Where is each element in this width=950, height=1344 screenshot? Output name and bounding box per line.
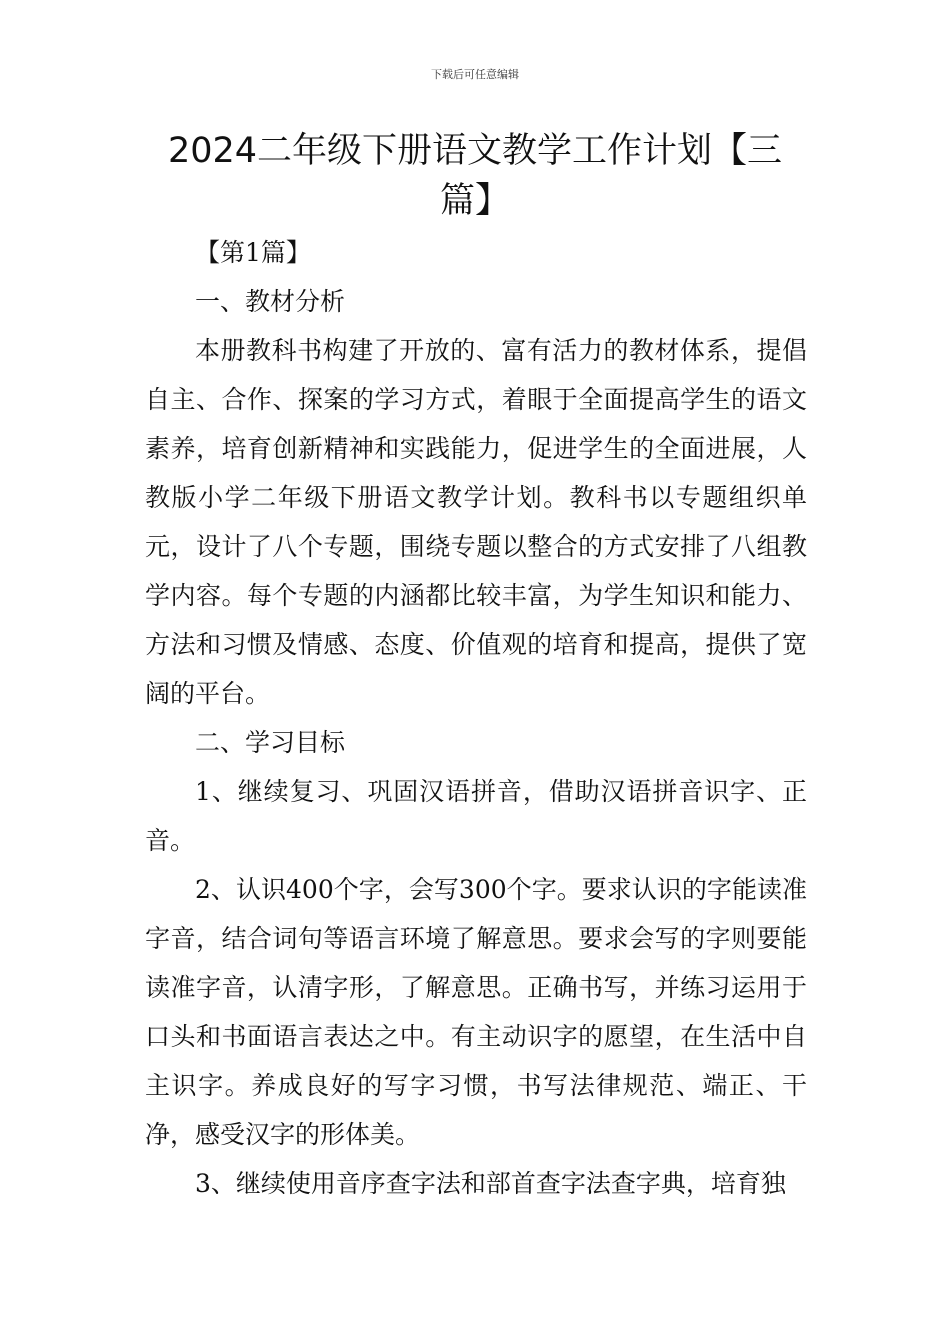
paragraph-textbook-analysis: 本册教科书构建了开放的、富有活力的教材体系，提倡自主、合作、探案的学习方式，着眼于全面提高学生的语文素养，培育创新精神和实践能力，促进学生的全面进展，人教版小学二年级下册语文教学计划。教科书以专题组织单元，设计了八个专题，围绕专题以整合的方式安排了八组教学内容。每个专题的内涵都比较丰富，为学生知识和能力、方法和习惯及情感、态度、价值观的培育和提高，提供了宽阔的平台。 <box>145 336 807 708</box>
goal-item-1: 1、继续复习、巩固汉语拼音，借助汉语拼音识字、正音。 <box>145 777 807 855</box>
goal-item-2: 2、认识400个字，会写300个字。要求认识的字能读准字音，结合词句等语言环境了解意思。要求会写的字则要能读准字音，认清字形，了解意思。正确书写，并练习运用于口头和书面语言表达之中。有主动识字的愿望，在生活中自主识字。养成良好的写字习惯，书写法律规范、端正、干净，感受汉字的形体美。 <box>145 875 807 1149</box>
header-note: 下载后可任意编辑 <box>431 68 519 81</box>
goal-item-3: 3、继续使用音序查字法和部首查字法查字典，培育独 <box>195 1169 786 1198</box>
heading-textbook-analysis: 一、教材分析 <box>195 287 346 316</box>
heading-learning-goals: 二、学习目标 <box>195 728 346 757</box>
section-marker: 【第1篇】 <box>195 238 311 267</box>
document-body <box>145 228 807 1208</box>
document-title: 2024二年级下册语文教学工作计划【三篇】 <box>167 131 783 221</box>
